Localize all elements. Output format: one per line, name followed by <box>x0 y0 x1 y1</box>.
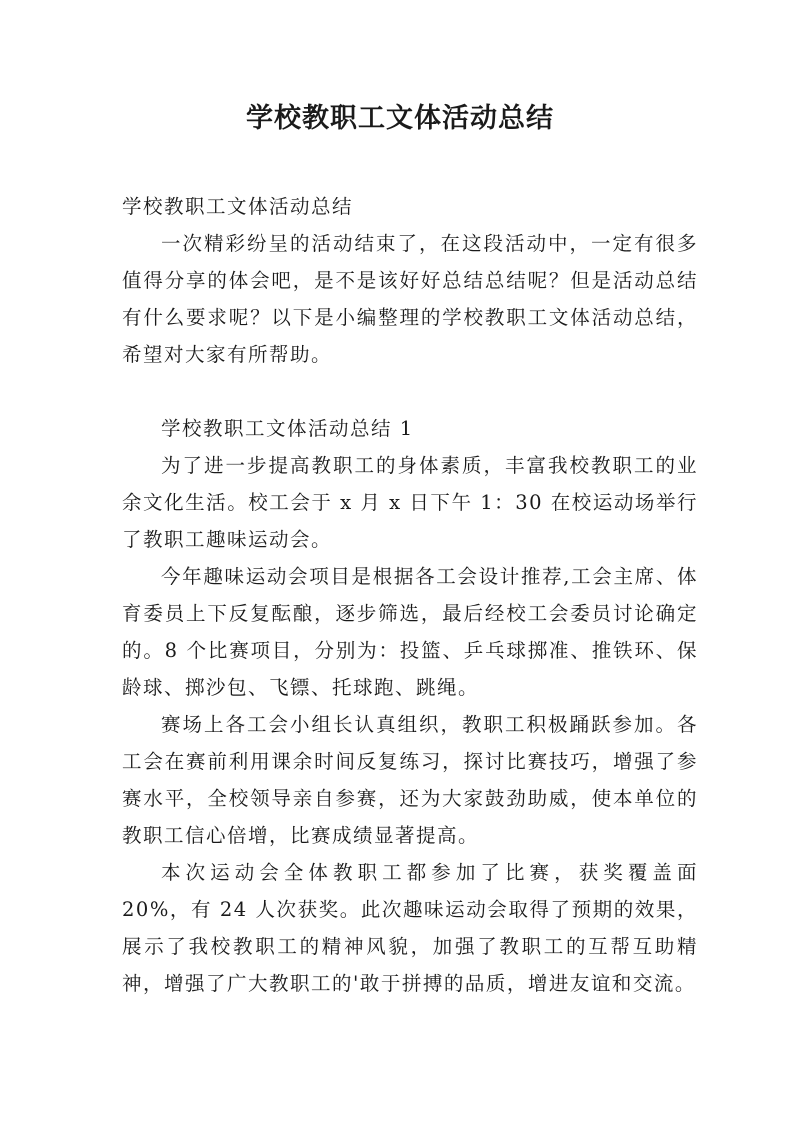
body-paragraph: 为了进一步提高教职工的身体素质，丰富我校教职工的业余文化生活。校工会于 x 月 x 日下午 1：30 在校运动场举行了教职工趣味运动会。 <box>122 454 698 551</box>
document-body <box>122 188 698 1002</box>
spacer <box>122 373 698 410</box>
section-heading: 学校教职工文体活动总结 1 <box>161 417 414 440</box>
body-paragraph: 今年趣味运动会项目是根据各工会设计推荐,工会主席、体育委员上下反复酝酿，逐步筛选，最后经校工会委员讨论确定的。8 个比赛项目，分别为：投篮、乒乓球掷准、推铁环、保龄球、掷沙包、飞镖、托球跑、跳绳。 <box>122 565 698 699</box>
body-paragraph: 本次运动会全体教职工都参加了比赛，获奖覆盖面 20%，有 24 人次获奖。此次趣味运动会取得了预期的效果，展示了我校教职工的精神风貌，加强了教职工的互帮互助精神，增强了广大教职工的'敢于拼搏的品质，增进友谊和交流。 <box>122 861 698 995</box>
body-paragraph: 赛场上各工会小组长认真组织，教职工积极踊跃参加。各工会在赛前利用课余时间反复练习，探讨比赛技巧，增强了参赛水平，全校领导亲自参赛，还为大家鼓劲助威，使本单位的教职工信心倍增，比赛成绩显著提高。 <box>122 713 698 847</box>
document-title: 学校教职工文体活动总结 <box>246 103 554 134</box>
intro-paragraph: 一次精彩纷呈的活动结束了，在这段活动中，一定有很多值得分享的体会吧，是不是该好好总结总结呢？但是活动总结有什么要求呢？以下是小编整理的学校教职工文体活动总结，希望对大家有所帮助。 <box>122 232 698 366</box>
document-subtitle: 学校教职工文体活动总结 <box>122 195 354 218</box>
